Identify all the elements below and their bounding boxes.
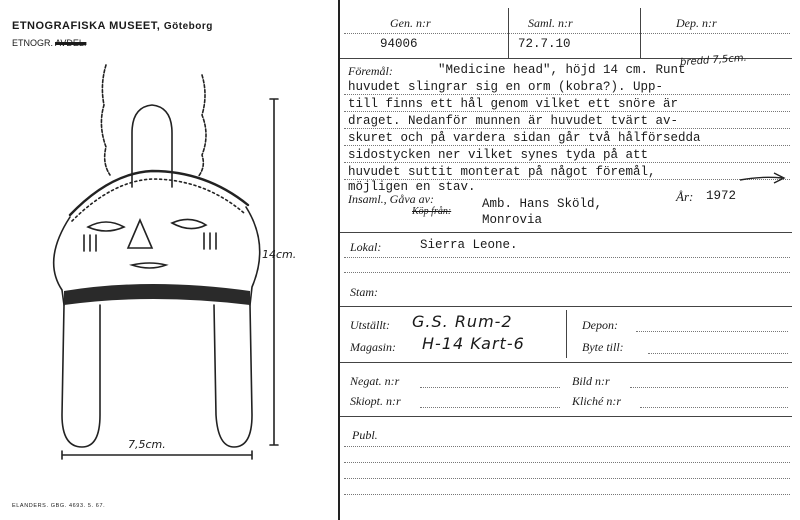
depon-label: Depon: xyxy=(582,318,618,332)
museum-city: Göteborg xyxy=(163,21,213,32)
description-line-6: sidostycken ner vilket synes tyda på att xyxy=(348,148,649,162)
desc-dots-6 xyxy=(344,179,790,180)
cheek-marks-right xyxy=(204,233,216,249)
stam-label: Stam: xyxy=(350,285,378,299)
year-label: År: xyxy=(676,189,694,204)
byte-dots xyxy=(648,353,788,354)
publ-dots-2 xyxy=(344,462,790,463)
department-line xyxy=(12,38,86,48)
gen-number-label: Gen. n:r xyxy=(390,16,431,30)
rule-under-photos xyxy=(340,416,792,417)
width-annotation: bredd 7,5cm. xyxy=(679,52,748,69)
museum-name xyxy=(12,20,213,32)
dep-number-label: Dep. n:r xyxy=(676,16,717,30)
description-line-7: huvudet suttit monterat på något föremål, xyxy=(348,165,656,179)
utstallt-value: G.S. Rum-2 xyxy=(412,312,513,331)
cheek-marks-left xyxy=(84,235,96,251)
bild-dots xyxy=(630,387,788,388)
donor-line-2: Monrovia xyxy=(482,213,543,227)
catalogue-card xyxy=(338,0,796,520)
department-prefix: ETNOGR. xyxy=(12,38,54,48)
department-struck: AVDEL. xyxy=(55,38,87,48)
negat-dots xyxy=(420,387,560,388)
eye-left xyxy=(88,222,124,231)
negat-label: Negat. n:r xyxy=(350,374,400,388)
skiopt-dots xyxy=(420,407,560,408)
side-piece-right xyxy=(214,305,252,447)
bild-label: Bild n:r xyxy=(572,374,610,388)
desc-dots-4 xyxy=(344,145,790,146)
divider-location xyxy=(566,310,567,358)
snake-band xyxy=(70,171,248,215)
museum-title: ETNOGRAFISKA MUSEET, xyxy=(12,20,161,32)
desc-dots-3 xyxy=(344,128,790,129)
publ-dots-4 xyxy=(344,494,790,495)
gava-text: Gåva av: xyxy=(389,192,434,206)
insaml-label xyxy=(348,192,434,207)
utstallt-label: Utställt: xyxy=(350,318,391,332)
description-line-5: skuret och på vardera sidan går två hålförsedda xyxy=(348,131,701,145)
lokal-dots-2 xyxy=(344,272,790,273)
lokal-dots-1 xyxy=(344,257,790,258)
description-line-3: till finns ett hål genom vilket ett snöre är xyxy=(348,97,679,111)
byte-label: Byte till: xyxy=(582,340,624,354)
description-line-4: draget. Nedanför munnen är huvudet tvärt av- xyxy=(348,114,679,128)
width-note: 7,5cm. xyxy=(128,438,166,451)
description-line-1: "Medicine head", höjd 14 cm. Runt xyxy=(438,63,686,77)
rule-under-location xyxy=(340,362,792,363)
width-dimension xyxy=(62,451,252,459)
mouth xyxy=(132,263,166,268)
cliche-label: Kliché n:r xyxy=(572,394,621,408)
donor-line-1: Amb. Hans Sköld, xyxy=(482,197,603,211)
saml-number-label: Saml. n:r xyxy=(528,16,573,30)
depon-dots xyxy=(636,331,788,332)
lokal-label: Lokal: xyxy=(350,240,382,254)
magasin-value: H-14 Kart-6 xyxy=(422,334,525,353)
desc-dots-1 xyxy=(344,94,790,95)
height-note: 14cm. xyxy=(262,248,297,261)
cord-right xyxy=(198,75,206,177)
kop-label: Köp från: xyxy=(412,206,452,217)
rule-under-stam xyxy=(340,306,792,307)
foremal-label: Föremål: xyxy=(348,64,393,78)
desc-dots-5 xyxy=(344,162,790,163)
desc-dots-2 xyxy=(344,111,790,112)
publ-dots-3 xyxy=(344,478,790,479)
head-knob xyxy=(132,105,172,187)
eye-right xyxy=(172,219,206,228)
description-line-2: huvudet slingrar sig en orm (kobra?). Upp- xyxy=(348,80,664,94)
lokal-value: Sierra Leone. xyxy=(420,238,518,252)
cord-left xyxy=(101,65,110,175)
saml-number-value: 72.7.10 xyxy=(518,37,571,51)
cliche-dots xyxy=(640,407,788,408)
number-row-dots xyxy=(344,33,790,34)
publ-label: Publ. xyxy=(352,428,378,442)
side-piece-left xyxy=(62,305,100,447)
skiopt-label: Skiopt. n:r xyxy=(350,394,401,408)
mask-drawing xyxy=(20,55,310,475)
nose xyxy=(128,220,152,248)
continue-arrow-icon xyxy=(738,170,788,186)
rule-under-acquisition xyxy=(340,232,792,233)
description-line-8: möjligen en stav. xyxy=(348,180,476,194)
printer-mark: ELANDERS. GBG. 4693. 5. 67. xyxy=(12,503,106,509)
magasin-label: Magasin: xyxy=(350,340,396,354)
year-value: 1972 xyxy=(706,189,737,203)
publ-dots-1 xyxy=(344,446,790,447)
height-dimension xyxy=(270,99,278,445)
insaml-text: Insaml., xyxy=(348,192,387,206)
gen-number-value: 94006 xyxy=(380,37,418,51)
cut-edge xyxy=(64,284,250,305)
